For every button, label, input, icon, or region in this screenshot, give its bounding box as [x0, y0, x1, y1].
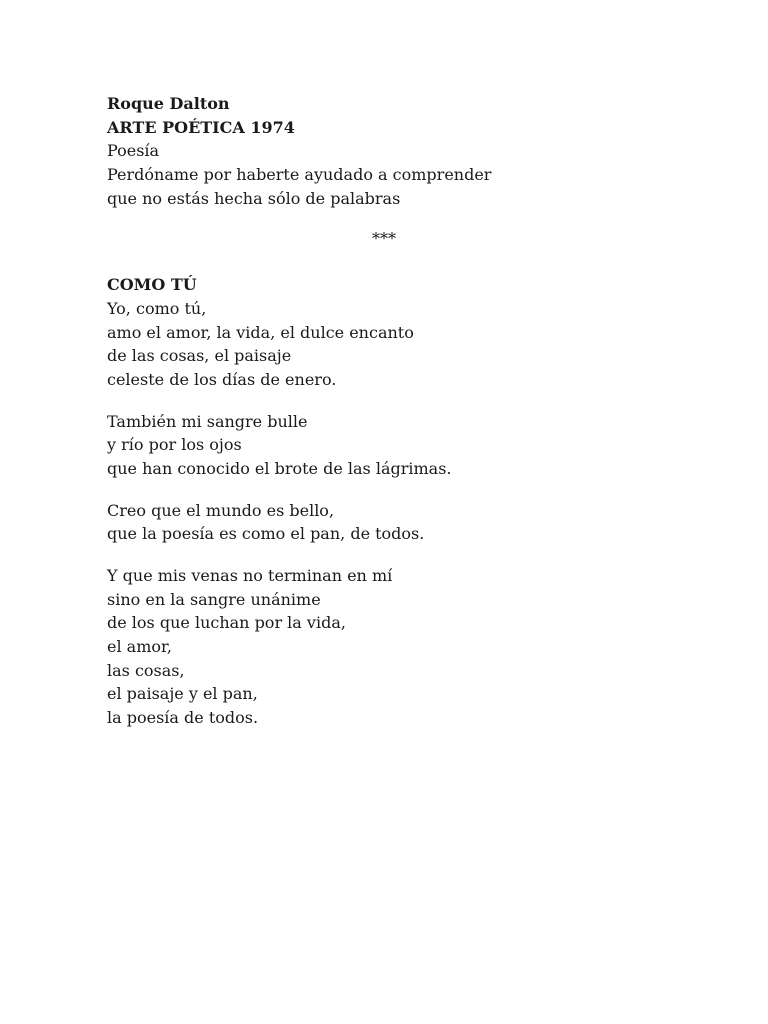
stanza [107, 499, 667, 546]
spacer [107, 210, 667, 227]
poem-line: el paisaje y el pan, [107, 684, 258, 704]
document-body [107, 92, 667, 730]
poem-line: También mi sangre bulle [107, 411, 308, 431]
poem-line: Yo, como tú, [107, 298, 207, 318]
collection-title: ARTE POÉTICA 1974 [107, 117, 295, 137]
poem-line: sino en la sangre unánime [107, 589, 321, 609]
intro-line: Perdóname por haberte ayudado a comprender [107, 165, 492, 185]
poem-line: la poesía de todos. [107, 708, 259, 728]
intro-line: que no estás hecha sólo de palabras [107, 188, 401, 208]
poem-line: Creo que el mundo es bello, [107, 500, 335, 520]
poem-line: que la poesía es como el pan, de todos. [107, 524, 425, 544]
author-name: Roque Dalton [107, 94, 230, 113]
stanza [107, 410, 667, 481]
poem-line: Y que mis venas no terminan en mí [107, 566, 393, 585]
spacer [107, 251, 667, 273]
poem-line: y río por los ojos [107, 435, 242, 455]
genre-label: Poesía [107, 141, 160, 161]
poem-line: de los que luchan por la vida, [107, 613, 346, 633]
stanza-gap [107, 546, 667, 564]
poem-line: de las cosas, el paisaje [107, 346, 292, 366]
poem-line: las cosas, [107, 660, 185, 680]
stanza-gap [107, 481, 667, 499]
poem-line: amo el amor, la vida, el dulce encanto [107, 322, 414, 342]
poem-line: el amor, [107, 637, 172, 657]
poem-line: celeste de los días de enero. [107, 369, 337, 389]
poem-title: COMO TÚ [107, 275, 197, 295]
section-separator: *** [372, 229, 396, 249]
stanza-gap [107, 392, 667, 410]
poem-line: que han conocido el brote de las lágrimas. [107, 458, 452, 478]
stanza [107, 564, 667, 730]
stanza [107, 297, 667, 392]
